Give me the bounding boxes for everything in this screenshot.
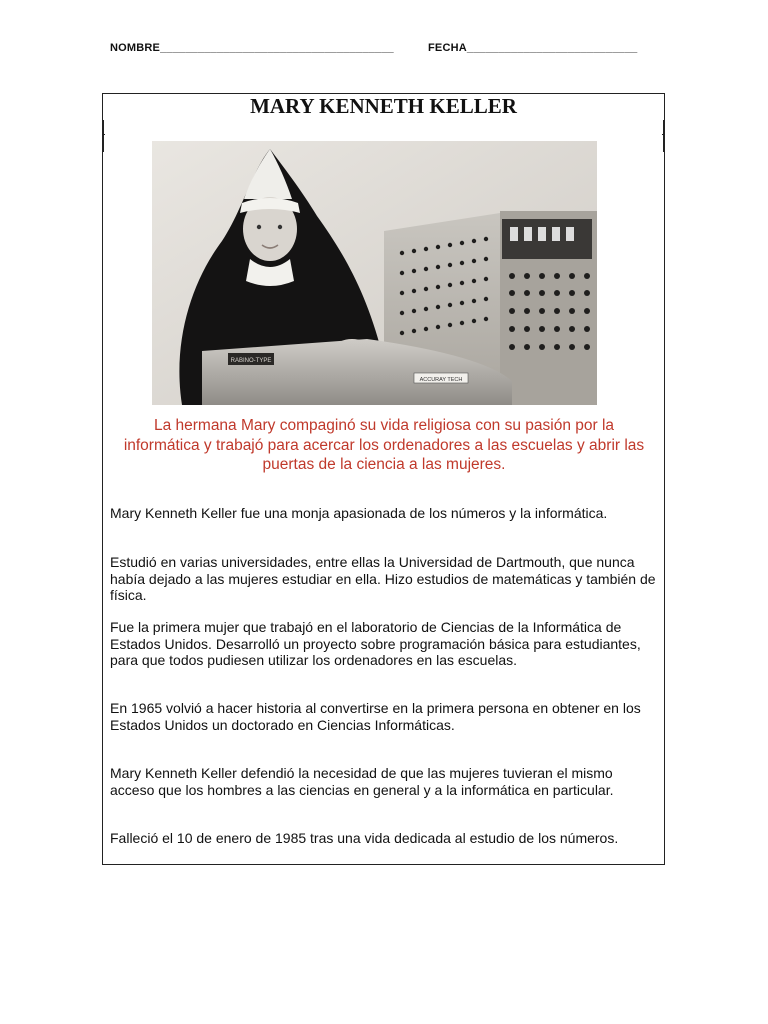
worksheet-header (110, 42, 638, 54)
title-rule-gap (105, 133, 662, 136)
computer-label-2: ACCURAY TECH (419, 377, 463, 383)
paragraph-2: Estudió en varias universidades, entre ellas la Universidad de Dartmouth, que nunca había dejado a las mujeres estudiar en ella. Hizo estudios de matemáticas y también de física. (110, 554, 656, 603)
fecha-field[interactable]: FECHA___________________________ (428, 42, 638, 54)
portrait-photo (152, 141, 597, 405)
nombre-field[interactable]: NOMBRE_____________________________________ (110, 42, 394, 54)
computer-label-1: RABINO-TYPE (230, 358, 272, 364)
intro-quote: La hermana Mary compaginó su vida religiosa con su pasión por la informática y trabajó para acercar los ordenadores a las escuelas y abrir las puertas de la ciencia a las mujeres. (123, 417, 645, 473)
frame-tick-right (663, 120, 664, 152)
paragraph-1: Mary Kenneth Keller fue una monja apasionada de los números y la informática. (110, 505, 608, 521)
page-title: MARY KENNETH KELLER (250, 94, 517, 118)
frame-tick-left (103, 120, 104, 152)
paragraph-3: Fue la primera mujer que trabajó en el laboratorio de Ciencias de la Informática de Estados Unidos. Desarrolló un proyecto sobre programación básica para estudiantes, para que todos pudiesen utilizar los ordenadores en las escuelas. (110, 619, 641, 668)
paragraph-5: Mary Kenneth Keller defendió la necesidad de que las mujeres tuvieran el mismo acceso que los hombres a las ciencias en general y a la informática en particular. (110, 765, 614, 798)
paragraph-4: En 1965 volvió a hacer historia al convertirse en la primera persona en obtener en los Estados Unidos un doctorado en Ciencias Informáticas. (110, 700, 641, 733)
paragraph-6: Falleció el 10 de enero de 1985 tras una vida dedicada al estudio de los números. (110, 830, 619, 846)
